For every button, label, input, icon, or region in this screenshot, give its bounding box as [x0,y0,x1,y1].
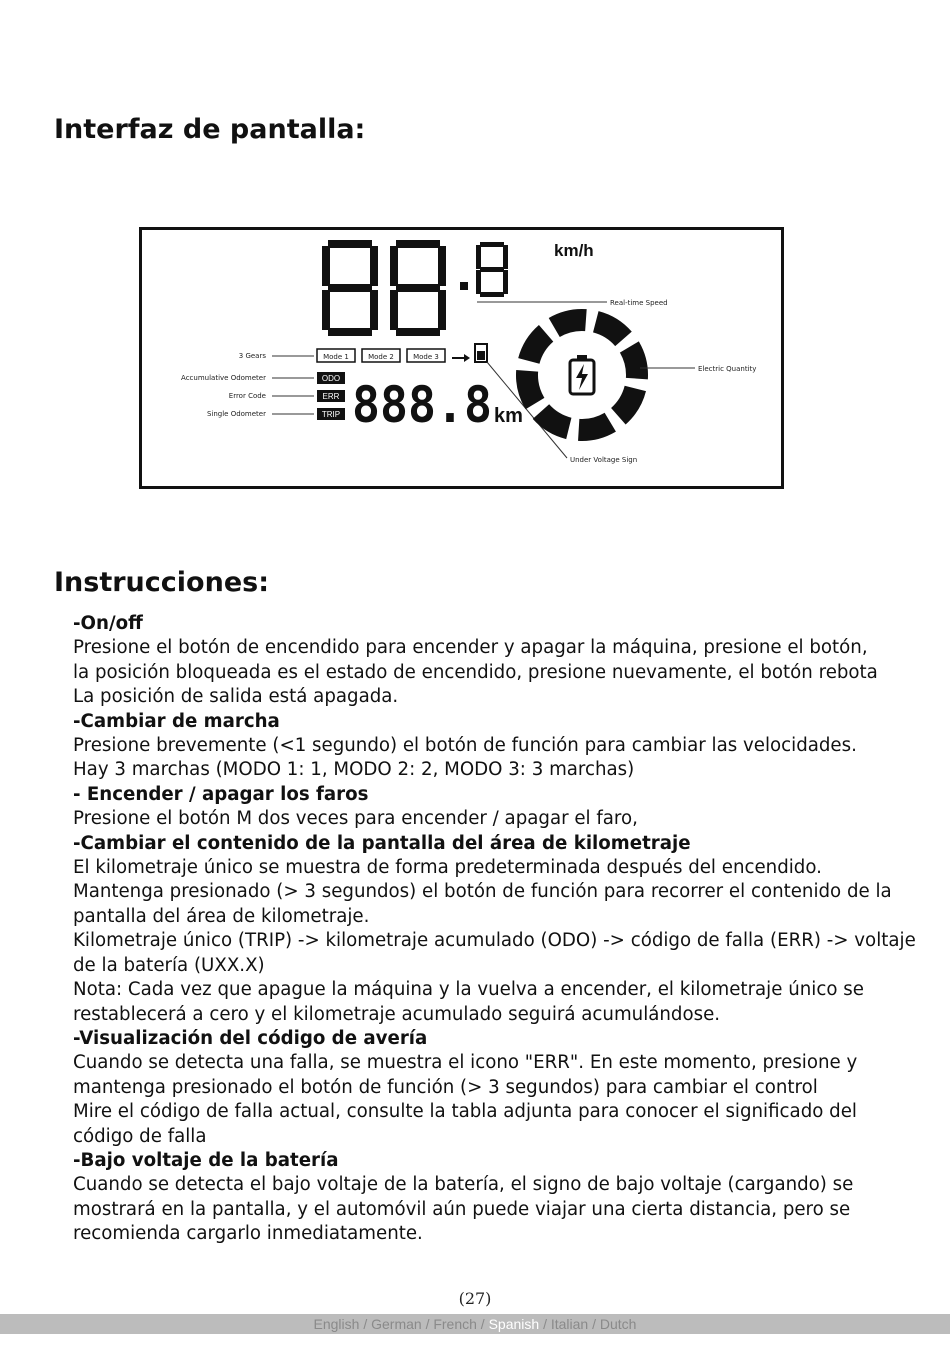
language-list-before: English / German / French / [313,1316,489,1332]
mode-tags [317,372,345,420]
section-heading-on-off: -On/off [73,613,143,634]
section-line: Presione el botón de encendido para encender y apagar la máquina, presione el botón, [73,637,868,659]
language-bar [0,1314,950,1334]
label-error-code: Error Code [228,392,266,400]
tag-odo: ODO [321,374,341,383]
gear-mode-3: Mode 3 [413,353,439,361]
section-heading-gear: -Cambiar de marcha [73,710,280,732]
section-heading-lights: - Encender / apagar los faros [73,783,369,805]
label-accumulative-odometer: Accumulative Odometer [181,374,266,382]
section-line: Presione brevemente (<1 segundo) el botón de función para cambiar las velocidades. [73,735,857,757]
gear-mode-1: Mode 1 [323,353,349,361]
speed-digits [322,240,508,336]
label-electric-quantity: Electric Quantity [698,365,757,373]
section-line: La posición de salida está apagada. [73,686,399,708]
gear-mode-2: Mode 2 [368,353,394,361]
odometer-digits: 888.8 [352,376,492,434]
label-single-odometer: Single Odometer [206,410,266,418]
section-line: pantalla del área de kilometraje. [73,905,370,927]
section-line: Nota: Cada vez que apague la máquina y la vuelva a encender, el kilometraje único se [73,979,864,1001]
section-line: Mire el código de falla actual, consulte la tabla adjunta para conocer el significado del [73,1101,857,1123]
section-line: código de falla [73,1125,207,1147]
section-line: Hay 3 marchas (MODO 1: 1, MODO 2: 2, MODO 3: 3 marchas) [73,759,635,781]
interface-heading: Interfaz de pantalla: [54,114,366,145]
section-line: Cuando se detecta una falla, se muestra el icono "ERR". En este momento, presione y [73,1052,858,1074]
language-active: Spanish [488,1316,540,1332]
tag-trip: TRIP [321,410,341,419]
section-line: El kilometraje único se muestra de forma predeterminada después del encendido. [73,857,822,879]
section-line: Cuando se detecta el bajo voltaje de la batería, el signo de bajo voltaje (cargando) se [73,1174,854,1196]
label-gears: 3 Gears [238,352,266,360]
label-real-time-speed: Real-time Speed [610,299,668,307]
instructions-heading: Instrucciones: [54,567,269,598]
speed-unit: km/h [554,241,594,260]
section-line: restablecerá a cero y el kilometraje acumulado seguirá acumulándose. [73,1003,721,1025]
section-line: mostrará en la pantalla, y el automóvil aún puede viajar una cierta distancia, pero se [73,1198,851,1220]
headlight-icon [452,344,487,362]
section-line: Kilometraje único (TRIP) -> kilometraje acumulado (ODO) -> código de falla (ERR) -> voltaje [73,930,916,952]
tag-err: ERR [322,392,340,401]
battery-gauge [507,300,657,450]
section-heading-low-voltage: -Bajo voltaje de la batería [73,1149,339,1171]
section-line: de la batería (UXX.X) [73,954,265,976]
section-line: la posición bloqueada es el estado de encendido, presione nuevamente, el botón rebota [73,661,878,683]
section-line: recomienda cargarlo inmediatamente. [73,1223,423,1245]
page-number: (27) [458,1289,492,1308]
section-line: mantenga presionado el botón de función (> 3 segundos) para cambiar el control [73,1076,818,1098]
language-list-after: / Italian / Dutch [539,1316,637,1332]
lcd-display-diagram [139,227,784,489]
gear-mode-indicators [317,349,445,362]
section-heading-mileage: -Cambiar el contenido de la pantalla del área de kilometraje [73,832,691,854]
section-line: Mantenga presionado (> 3 segundos) el botón de función para recorrer el contenido de la [73,881,892,903]
label-under-voltage-sign: Under Voltage Sign [570,456,638,464]
section-line: Presione el botón M dos veces para encender / apagar el faro, [73,808,638,830]
instructions-body [73,612,916,1247]
odometer-unit: km [494,405,523,427]
section-heading-fault-code: -Visualización del código de avería [73,1027,428,1049]
